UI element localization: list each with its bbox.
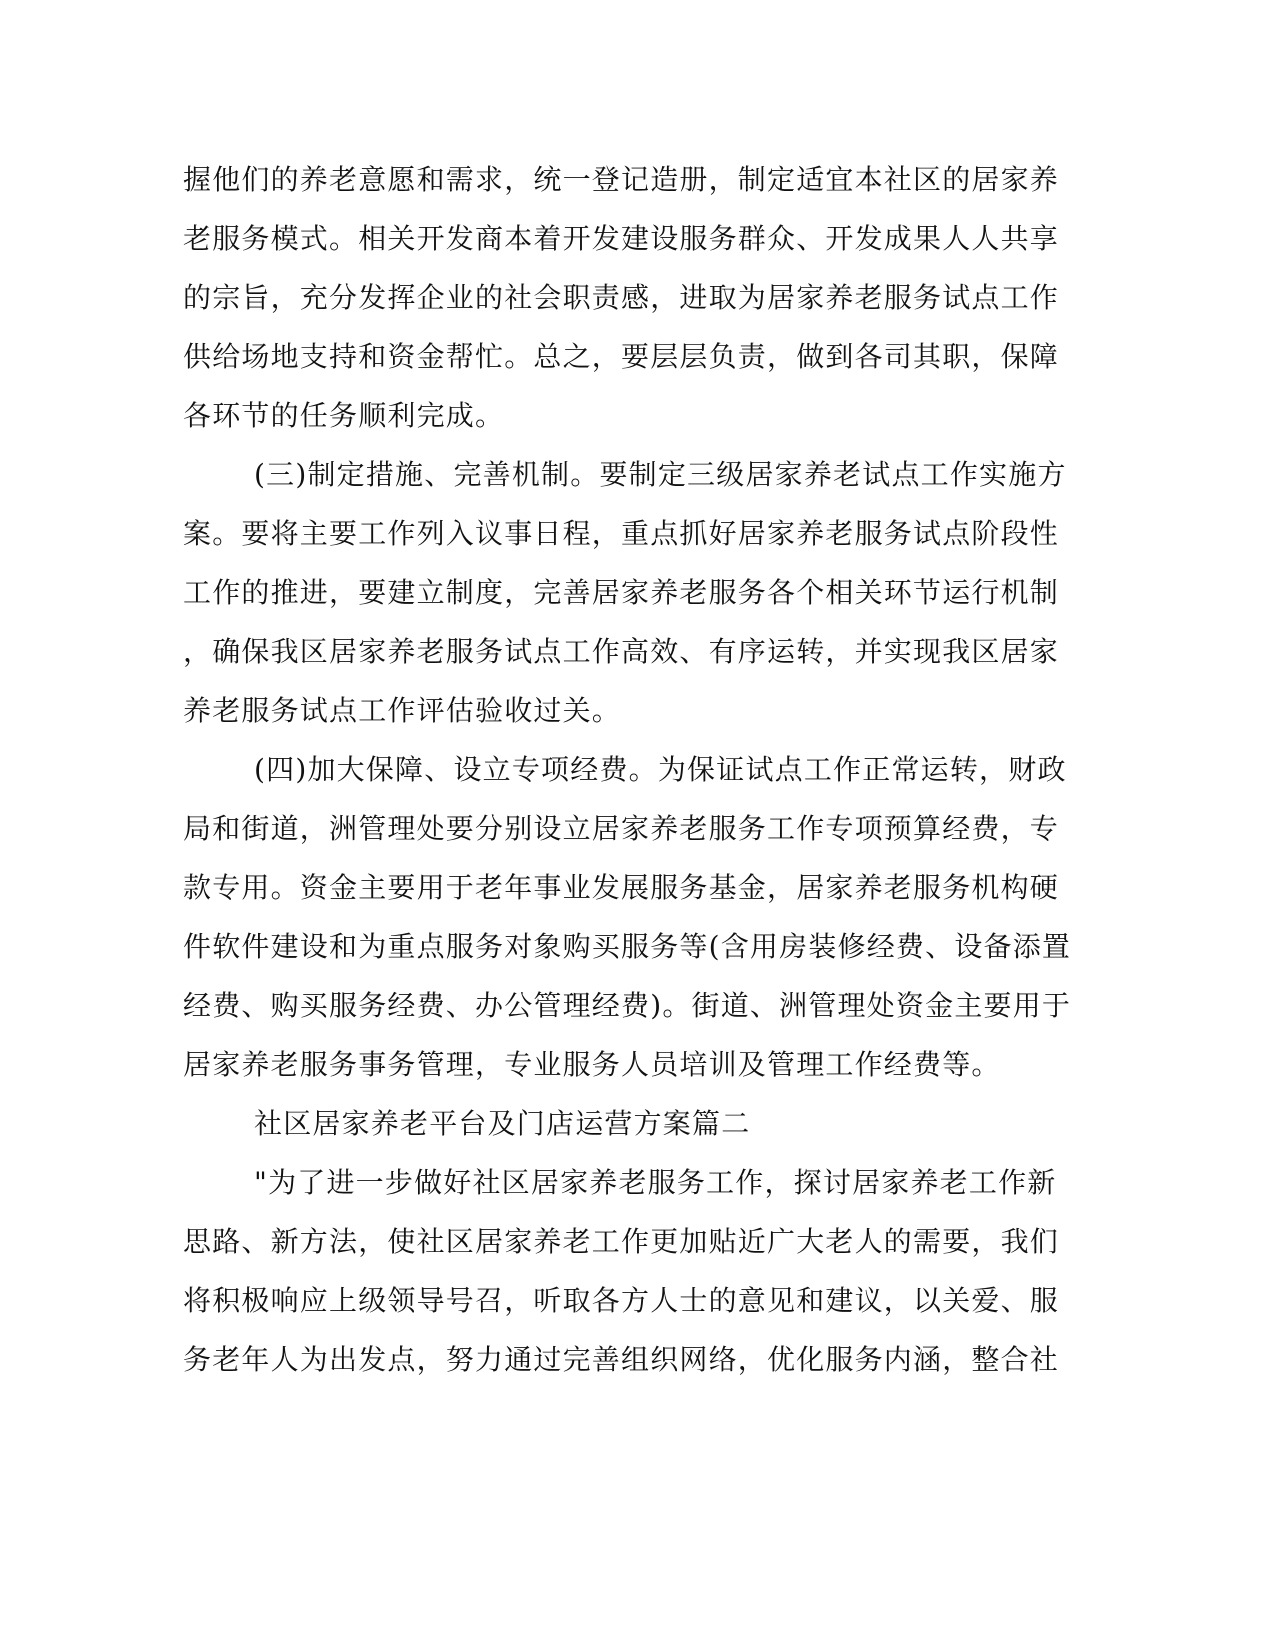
text-line: 件软件建设和为重点服务对象购买服务等(含用房装修经费、设备添置 bbox=[183, 930, 1072, 963]
text-line: 局和街道，洲管理处要分别设立居家养老服务工作专项预算经费，专 bbox=[183, 812, 1060, 845]
text-line: ，确保我区居家养老服务试点工作高效、有序运转，并实现我区居家 bbox=[183, 635, 1060, 668]
text-line: 供给场地支持和资金帮忙。总之，要层层负责，做到各司其职，保障 bbox=[183, 340, 1060, 373]
text-line: 养老服务试点工作评估验收过关。 bbox=[183, 694, 622, 727]
paragraph-start-line: (三)制定措施、完善机制。要制定三级居家养老试点工作实施方 bbox=[254, 458, 1067, 491]
text-line: 老服务模式。相关开发商本着开发建设服务群众、开发成果人人共享 bbox=[183, 222, 1060, 255]
text-line: 款专用。资金主要用于老年事业发展服务基金，居家养老服务机构硬 bbox=[183, 871, 1060, 904]
paragraph-start-line: "为了进一步做好社区居家养老服务工作，探讨居家养老工作新 bbox=[254, 1166, 1057, 1199]
text-line: 的宗旨，充分发挥企业的社会职责感，进取为居家养老服务试点工作 bbox=[183, 281, 1060, 314]
text-line: 工作的推进，要建立制度，完善居家养老服务各个相关环节运行机制 bbox=[183, 576, 1060, 609]
text-line: 将积极响应上级领导号召，听取各方人士的意见和建议，以关爱、服 bbox=[183, 1284, 1060, 1317]
text-line: 思路、新方法，使社区居家养老工作更加贴近广大老人的需要，我们 bbox=[183, 1225, 1060, 1258]
text-line: 各环节的任务顺利完成。 bbox=[183, 399, 505, 432]
text-line: 握他们的养老意愿和需求，统一登记造册，制定适宜本社区的居家养 bbox=[183, 163, 1060, 196]
section-heading: 社区居家养老平台及门店运营方案篇二 bbox=[254, 1107, 751, 1140]
text-line: 经费、购买服务经费、办公管理经费)。街道、洲管理处资金主要用于 bbox=[183, 989, 1072, 1022]
text-line: 案。要将主要工作列入议事日程，重点抓好居家养老服务试点阶段性 bbox=[183, 517, 1060, 550]
text-line: 居家养老服务事务管理，专业服务人员培训及管理工作经费等。 bbox=[183, 1048, 1001, 1081]
paragraph-start-line: (四)加大保障、设立专项经费。为保证试点工作正常运转，财政 bbox=[254, 753, 1067, 786]
text-line: 务老年人为出发点，努力通过完善组织网络，优化服务内涵，整合社 bbox=[183, 1343, 1060, 1376]
